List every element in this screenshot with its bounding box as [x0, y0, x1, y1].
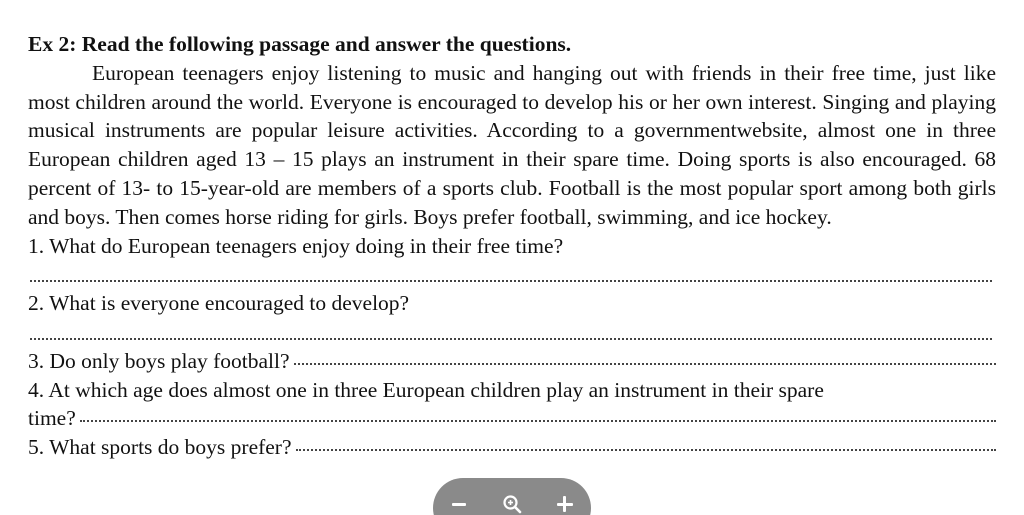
zoom-out-button[interactable] [439, 490, 479, 515]
zoom-reset-icon [502, 494, 522, 514]
question-2 [28, 289, 996, 318]
question-4-continued [28, 404, 996, 433]
dotted-answer-line [294, 362, 996, 365]
question-1 [28, 232, 996, 261]
reading-passage: European teenagers enjoy listening to music and hanging out with friends in their free time, just like most children around the world. Everyone is encouraged to develop his or her own interest. Singing and playing musical instruments are popular leisure activities. According to a governmentwebsite, almost one in three European children aged 13 – 15 plays an instrument in their spare time. Doing sports is also encouraged. 68 percent of 13- to 15-year-old are members of a sports club. Football is the most popular sport among both girls and boys. Then comes horse riding for girls. Boys prefer football, swimming, and ice hockey. [28, 60, 996, 229]
question-4 [28, 376, 996, 405]
exercise-document [28, 30, 996, 462]
zoom-out-icon [452, 503, 466, 506]
question-3 [28, 347, 996, 376]
answer-line-1 [28, 260, 996, 289]
question-text: 1. What do European teenagers enjoy doing in their free time? [28, 233, 564, 258]
question-text: 4. At which age does almost one in three European children play an instrument in their spare [28, 377, 824, 402]
zoom-in-button[interactable] [545, 490, 585, 515]
dotted-answer-line [80, 419, 996, 422]
dotted-answer-line [30, 280, 992, 282]
answer-line-2 [28, 318, 996, 347]
question-5 [28, 433, 996, 462]
zoom-toolbar [433, 478, 591, 515]
question-text: 5. What sports do boys prefer? [28, 435, 292, 460]
question-text: 2. What is everyone encouraged to develop? [28, 291, 410, 316]
zoom-in-icon [557, 496, 573, 512]
dotted-answer-line [296, 448, 996, 451]
zoom-reset-button[interactable] [492, 490, 532, 515]
exercise-title: Ex 2: Read the following passage and answer the questions. [28, 32, 572, 56]
question-text: time? [28, 406, 76, 431]
question-text: 3. Do only boys play football? [28, 348, 290, 373]
dotted-answer-line [30, 338, 992, 340]
